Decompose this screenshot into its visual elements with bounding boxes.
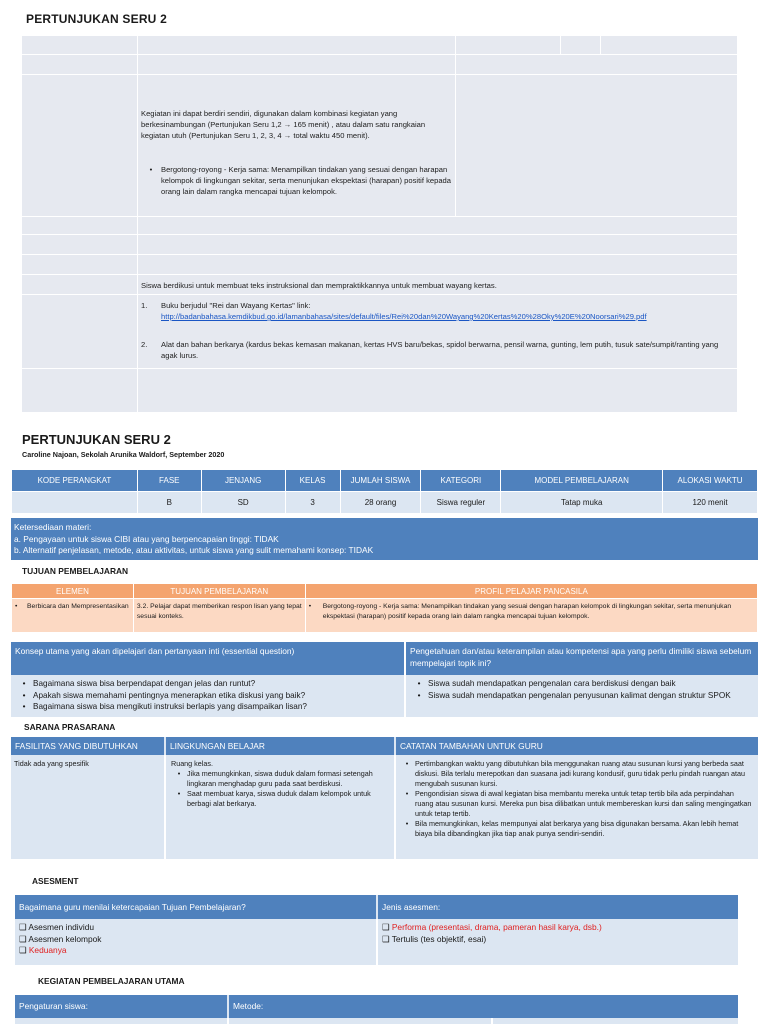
- meta-header: ALOKASI WAKTU: [663, 470, 758, 492]
- sarana-lingkungan-intro: Ruang kelas.: [171, 759, 213, 768]
- meta-header: MODEL PEMBELAJARAN: [501, 470, 663, 492]
- checkbox-icon[interactable]: ❑: [382, 933, 390, 944]
- grey-bullet-text: Bergotong-royong - Kerja sama: Menampilkan tindakan yang sesuai dengan harapan kelompok di lingkungan sekitar, serta menunjukan ekspektasi (harapan) positif kepada orang lain dalam rangka mencapai tujuan kelompok.: [161, 165, 451, 196]
- availability-line-a: a. Pengayaan untuk siswa CIBI atau yang berpencapaian tinggi: TIDAK: [14, 533, 279, 544]
- meta-cell: SD: [201, 492, 285, 514]
- kegiatan-divider: [491, 1018, 493, 1024]
- meta-cell: Tatap muka: [501, 492, 663, 514]
- page-title: PERTUNJUKAN SERU 2: [22, 432, 171, 447]
- konsep-body: [11, 675, 404, 717]
- checkbox-item[interactable]: ❑ Performa (presentasi, drama, pameran hasil karya, dsb.): [382, 922, 602, 932]
- asesmen-table: [15, 895, 738, 965]
- grey-row-divider: [22, 368, 737, 369]
- checkbox-icon[interactable]: ❑: [19, 945, 27, 955]
- grey-item-2-num: 2.: [141, 340, 148, 349]
- sarana-table: [11, 737, 758, 859]
- checkbox-item[interactable]: ❑ Asesmen individu: [19, 922, 95, 932]
- meta-cell: 28 orang: [340, 492, 421, 514]
- meta-cell: 120 menit: [663, 492, 758, 514]
- grey-row-divider: [22, 254, 737, 255]
- kegiatan-header-metode: Metode:: [229, 995, 738, 1018]
- list-item: • Pertimbangkan waktu yang dibutuhkan bila menggunakan ruang atau susunan kursi yang berbeda saat diskusi. Bila terlalu merepotkan dan suasana jadi kurang kondusif, guru tidak perlu pindah ruangan atau mengubah susunan kursi.: [405, 759, 746, 788]
- list-item: • Siswa sudah mendapatkan pengenalan penyusunan kalimat dengan struktur SPOK: [417, 690, 731, 700]
- tujuan-table: [11, 583, 758, 633]
- pengetahuan-body: [406, 675, 758, 717]
- meta-header: KATEGORI: [421, 470, 501, 492]
- tujuan-header-tujuan: TUJUAN PEMBELAJARAN: [133, 584, 305, 599]
- tujuan-elemen-text: Berbicara dan Mempresentasikan: [27, 603, 129, 610]
- kegiatan-table: [15, 995, 738, 1024]
- grey-col-divider: [560, 36, 561, 54]
- grey-bullet: • Bergotong-royong - Kerja sama: Menampilkan tindakan yang sesuai dengan harapan kelompok di lingkungan sekitar, serta menunjukan ekspektasi (harapan) positif kepada orang lain dalam rangka mencapai tujuan kelompok.: [149, 165, 451, 196]
- grey-col-divider: [455, 54, 456, 216]
- list-item: • Siswa sudah mendapatkan pengenalan cara berdiskusi dengan baik: [417, 679, 676, 688]
- list-item: • Bagaimana siswa bisa berpendapat dengan jelas dan runtut?: [22, 679, 256, 688]
- meta-cell: Siswa reguler: [421, 492, 501, 514]
- grey-item-1: [141, 300, 735, 322]
- meta-cell: [12, 492, 138, 514]
- konsep-box: [11, 642, 404, 717]
- sarana-header-lingkungan: LINGKUNGAN BELAJAR: [166, 737, 394, 755]
- availability-box: [11, 518, 758, 560]
- grey-col-divider: [600, 36, 601, 54]
- sarana-divider: [164, 755, 166, 859]
- tujuan-profil-text: Bergotong-royong - Kerja sama: Menampilkan tindakan yang sesuai dengan harapan kelompok di lingkungan sekitar, serta menunjukan ekspektasi (harapan) positif kepada orang lain dalam rangka mencapai tujuan kelompok.: [322, 603, 732, 620]
- grey-col-divider: [137, 36, 138, 412]
- meta-cell: B: [137, 492, 201, 514]
- checkbox-icon[interactable]: ❑: [19, 933, 27, 944]
- list-item: • Jika memungkinkan, siswa duduk dalam formasi setengah lingkaran menghadap guru pada saat berdiskusi.: [177, 769, 373, 788]
- pengetahuan-box: [406, 642, 758, 717]
- meta-header: JENJANG: [201, 470, 285, 492]
- grey-col-divider: [455, 36, 456, 54]
- availability-heading: Ketersediaan materi:: [14, 522, 92, 532]
- checkbox-item[interactable]: ❑ Keduanya: [19, 945, 67, 955]
- grey-row-divider: [22, 234, 737, 235]
- list-item: • Apakah siswa memahami pentingnya menerapkan etika diskusi yang baik?: [22, 690, 306, 700]
- author-line: Caroline Najoan, Sekolah Arunika Waldorf, September 2020: [22, 450, 225, 459]
- asesmen-jenis-heading: Jenis asesmen:: [378, 895, 738, 919]
- grey-row-divider: [22, 74, 737, 75]
- meta-header: KELAS: [285, 470, 340, 492]
- book-link[interactable]: http://badanbahasa.kemdikbud.go.id/lamanbahasa/sites/default/files/Rei%20dan%20Wayang%20Kertas%20%28Oky%20E%20Noorsari%29.pdf: [161, 312, 647, 321]
- pengetahuan-heading: Pengetahuan dan/atau keterampilan atau kompetensi apa yang perlu dimiliki siswa sebelum mempelajari topik ini?: [406, 642, 758, 675]
- list-item: • Bagaimana siswa bisa mengikuti instruksi berlapis yang disampaikan lisan?: [22, 702, 307, 711]
- sarana-lingkungan-cell: [171, 759, 391, 809]
- grey-row-divider: [22, 274, 737, 275]
- meta-header: KODE PERANGKAT: [12, 470, 138, 492]
- grey-table: [22, 36, 737, 412]
- sarana-header-fasilitas: FASILITAS YANG DIBUTUHKAN: [11, 737, 164, 755]
- checkbox-item[interactable]: ❑ Asesmen kelompok: [19, 933, 102, 944]
- grey-item-2-text: Alat dan bahan berkarya (kardus bekas kemasan makanan, kertas HVS baru/bekas, spidol berwarna, pensil warna, gunting, lem putih, tusuk sate/sumpit/ranting yang agak lurus.: [161, 340, 719, 360]
- grey-row-divider: [22, 294, 737, 295]
- sarana-section-title: SARANA PRASARANA: [24, 722, 116, 732]
- list-item: • Bila memungkinkan, kelas mempunyai alat berkarya yang bisa digunakan bersama. Akan lebih hemat biaya bila dibandingkan jika tiap anak punya sendiri-sendiri.: [405, 819, 739, 838]
- meta-table: [11, 469, 758, 514]
- tujuan-section-title: TUJUAN PEMBELAJARAN: [22, 566, 129, 576]
- sarana-divider: [394, 755, 396, 859]
- grey-paragraph: Kegiatan ini dapat berdiri sendiri, digunakan dalam kombinasi kegiatan yang berkesinambungan (Pertunjukan Seru 1,2 → 165 menit) , atau dalam satu rangkaian kegiatan utuh (Pertunjukan Seru 1, 2, 3, 4 → total waktu 450 menit).: [141, 109, 426, 140]
- grey-item-1-num: 1.: [141, 301, 148, 310]
- asesmen-divider: [376, 919, 378, 965]
- sarana-catatan-cell: [399, 759, 754, 839]
- grey-sentence: Siswa berdikusi untuk membuat teks instruksional dan mempraktikkannya untuk membuat wayang kertas.: [141, 281, 497, 290]
- grey-item-1-text: Buku berjudul "Rei dan Wayang Kertas" link:: [161, 301, 311, 310]
- list-item: • Saat membuat karya, siswa duduk dalam kelompok untuk berbagi alat berkarya.: [177, 789, 371, 808]
- sarana-header-catatan: CATATAN TAMBAHAN UNTUK GURU: [396, 737, 758, 755]
- sarana-fasilitas-text: Tidak ada yang spesifik: [14, 759, 89, 768]
- tujuan-header-elemen: ELEMEN: [12, 584, 134, 599]
- kegiatan-header-pengaturan: Pengaturan siswa:: [15, 995, 227, 1018]
- tujuan-tujuan-cell: 3.2. Pelajar dapat memberikan respon lisan yang tepat sesuai konteks.: [133, 599, 305, 633]
- grey-row-divider: [22, 54, 737, 55]
- asesmen-question-list: [19, 922, 101, 957]
- tujuan-profil-cell: • Bergotong-royong - Kerja sama: Menampilkan tindakan yang sesuai dengan harapan kelompok di lingkungan sekitar, serta menunjukan ekspektasi (harapan) positif kepada orang lain dalam rangka mencapai tujuan kelompok.: [305, 599, 757, 633]
- grey-row-divider: [22, 216, 737, 217]
- tujuan-header-profil: PROFIL PELAJAR PANCASILA: [305, 584, 757, 599]
- meta-header: JUMLAH SISWA: [340, 470, 421, 492]
- grey-item-2: [141, 339, 735, 361]
- list-item: • Pengondisian siswa di awal kegiatan bisa membantu mereka untuk tetap tertib bila ada perpindahan ruang atau susunan kursi. Mereka pun bisa dilibatkan untuk membereskan kursi dan saling mengingatkan untuk tetap tertib.: [405, 789, 752, 818]
- konsep-heading: Konsep utama yang akan dipelajari dan pertanyaan inti (essential question): [11, 642, 404, 675]
- kegiatan-section-title: KEGIATAN PEMBELAJARAN UTAMA: [38, 976, 185, 986]
- asesmen-jenis-list: [382, 922, 602, 945]
- checkbox-icon[interactable]: ❑: [19, 922, 27, 932]
- meta-header: FASE: [137, 470, 201, 492]
- kegiatan-divider: [227, 1018, 229, 1024]
- checkbox-item[interactable]: ❑ Tertulis (tes objektif, esai): [382, 933, 487, 944]
- asesmen-question-heading: Bagaimana guru menilai ketercapaian Tujuan Pembelajaran?: [15, 895, 376, 919]
- availability-line-b: b. Alternatif penjelasan, metode, atau aktivitas, untuk siswa yang sulit memahami konsep: TIDAK: [14, 545, 374, 555]
- tujuan-elemen-cell: • Berbicara dan Mempresentasikan: [12, 599, 134, 633]
- meta-cell: 3: [285, 492, 340, 514]
- top-heading: PERTUNJUKAN SERU 2: [26, 12, 167, 26]
- asesmen-section-title: ASESMENT: [32, 876, 79, 886]
- checkbox-icon[interactable]: ❑: [382, 922, 390, 932]
